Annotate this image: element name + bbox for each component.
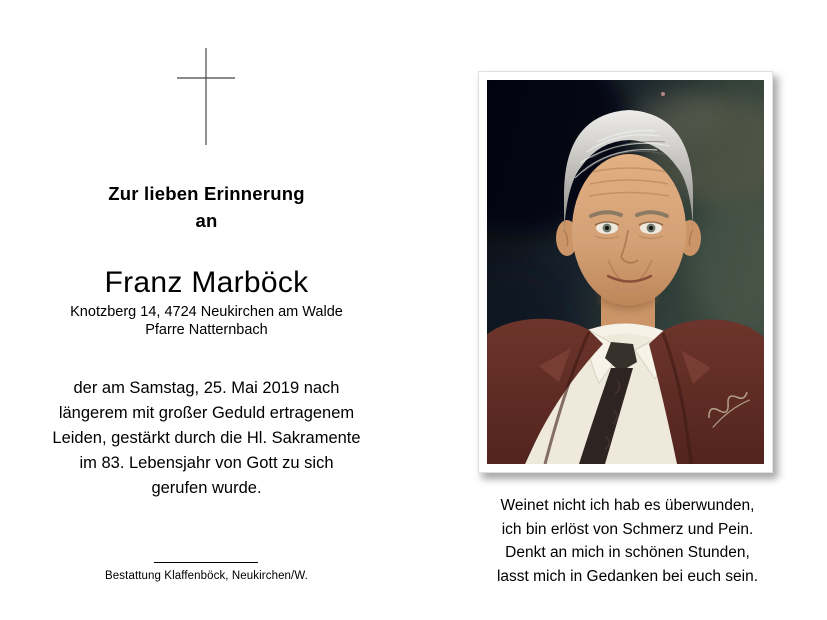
cross-icon bbox=[176, 47, 236, 145]
poem-line: Denkt an mich in schönen Stunden, bbox=[505, 544, 750, 561]
obituary-line: im 83. Lebensjahr von Gott zu sich bbox=[79, 454, 334, 472]
intro-line: Zur lieben Erinnerung bbox=[108, 183, 305, 204]
obituary-line: Leiden, gestärkt durch die Hl. Sakramente bbox=[52, 429, 361, 447]
obituary-line: längerem mit großer Geduld ertragenem bbox=[58, 404, 355, 422]
poem-line: lasst mich in Gedanken bei euch sein. bbox=[496, 567, 759, 585]
face bbox=[572, 154, 686, 307]
memorial-poem bbox=[455, 494, 800, 588]
deceased-parish: Pfarre Natternbach bbox=[145, 322, 268, 338]
funeral-home-divider bbox=[154, 562, 258, 563]
portrait-photo bbox=[487, 80, 764, 464]
poem-line: Weinet nicht ich hab es überwunden, bbox=[500, 497, 755, 514]
obituary-line: gerufen wurde. bbox=[151, 479, 262, 497]
obituary-line: der am Samstag, 25. Mai 2019 nach bbox=[73, 379, 340, 397]
portrait-photo-frame bbox=[478, 71, 773, 473]
poem-line: ich bin erlöst von Schmerz und Pein. bbox=[501, 520, 754, 538]
deceased-name: Franz Marböck bbox=[104, 266, 309, 299]
intro-block bbox=[0, 180, 413, 234]
funeral-home-name: Bestattung Klaffenböck, Neukirchen/W. bbox=[105, 570, 308, 582]
deceased-address-block bbox=[0, 303, 413, 339]
deceased-address: Knotzberg 14, 4724 Neukirchen am Walde bbox=[70, 304, 343, 320]
intro-an: an bbox=[195, 210, 218, 231]
obituary-text bbox=[0, 376, 413, 501]
